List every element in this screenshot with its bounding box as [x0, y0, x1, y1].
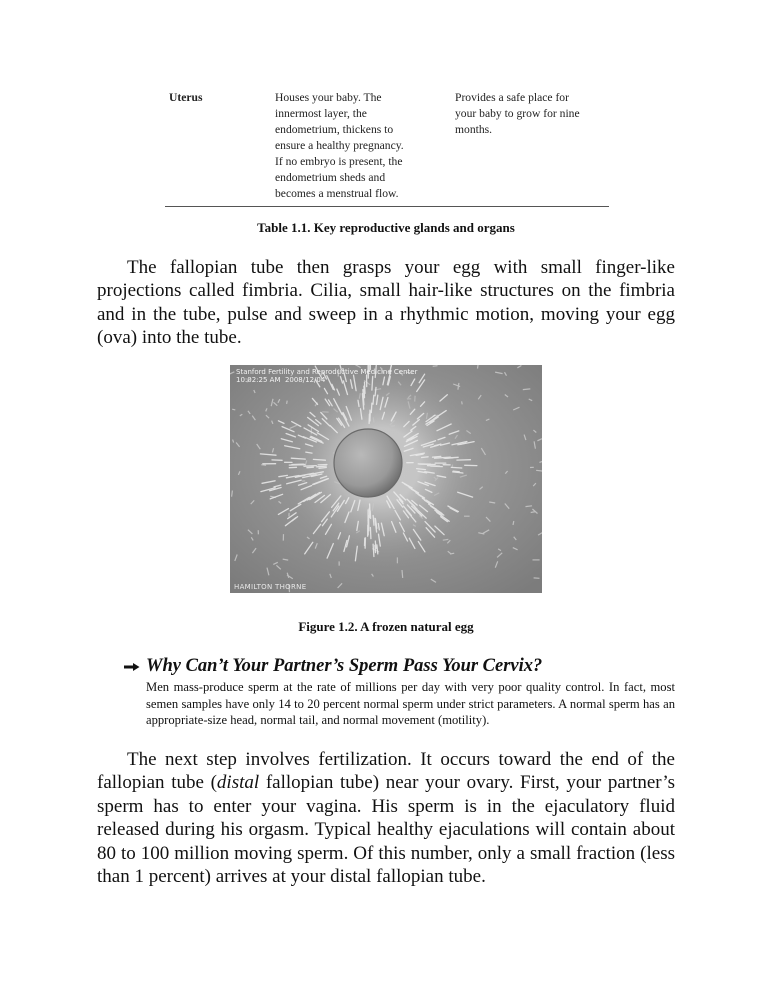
body-paragraph-fertilization: The next step involves fertilization. It occurs toward the end of the fallopian tube (distal fallopian tube) near your ovary. First, your partner’s sperm has to enter your vagina. His sperm is in the ejaculatory fluid released during his orgasm. Typical healthy ejaculations will contain about 80 to 100 million moving sperm. Of this number, only a small fraction (less than 1 percent) arrives at your distal fallopian tube.	[97, 749, 675, 888]
pointing-hand-icon	[124, 662, 140, 672]
organ-table	[165, 90, 609, 207]
organ-name-cell: Uterus	[169, 91, 203, 104]
image-watermark-logo: HAMILTON THORNE	[234, 583, 307, 591]
table-row	[165, 90, 609, 202]
egg-image	[230, 365, 542, 593]
figure-caption: Figure 1.2. A frozen natural egg	[298, 619, 474, 634]
image-timestamp-overlay: Stanford Fertility and Reproductive Medicine Center 10:02:25 AM 2008/12/04	[236, 368, 418, 384]
callout-heading: Why Can’t Your Partner’s Sperm Pass Your Cervix?	[146, 656, 543, 676]
egg-micrograph	[230, 365, 542, 593]
callout-body: Men mass-produce sperm at the rate of millions per day with very poor quality control. In fact, most semen samples have only 14 to 20 percent normal sperm under strict parameters. A normal sperm has an appropriate-size head, normal tail, and normal movement (motility).	[146, 680, 675, 728]
organ-purpose-cell: Provides a safe place for your baby to grow for nine months.	[455, 91, 580, 136]
table-caption: Table 1.1. Key reproductive glands and organs	[257, 220, 515, 235]
body-paragraph-fimbria: The fallopian tube then grasps your egg with small finger-like projections called fimbria. Cilia, small hair-like structures on the fimbria and in the tube, pulse and sweep in a rhythmic motion, moving your egg (ova) into the tube.	[97, 257, 675, 349]
organ-description-cell: Houses your baby. The innermost layer, the endometrium, thickens to ensure a healthy pregnancy. If no embryo is present, the endometrium sheds and becomes a menstrual flow.	[275, 91, 404, 200]
